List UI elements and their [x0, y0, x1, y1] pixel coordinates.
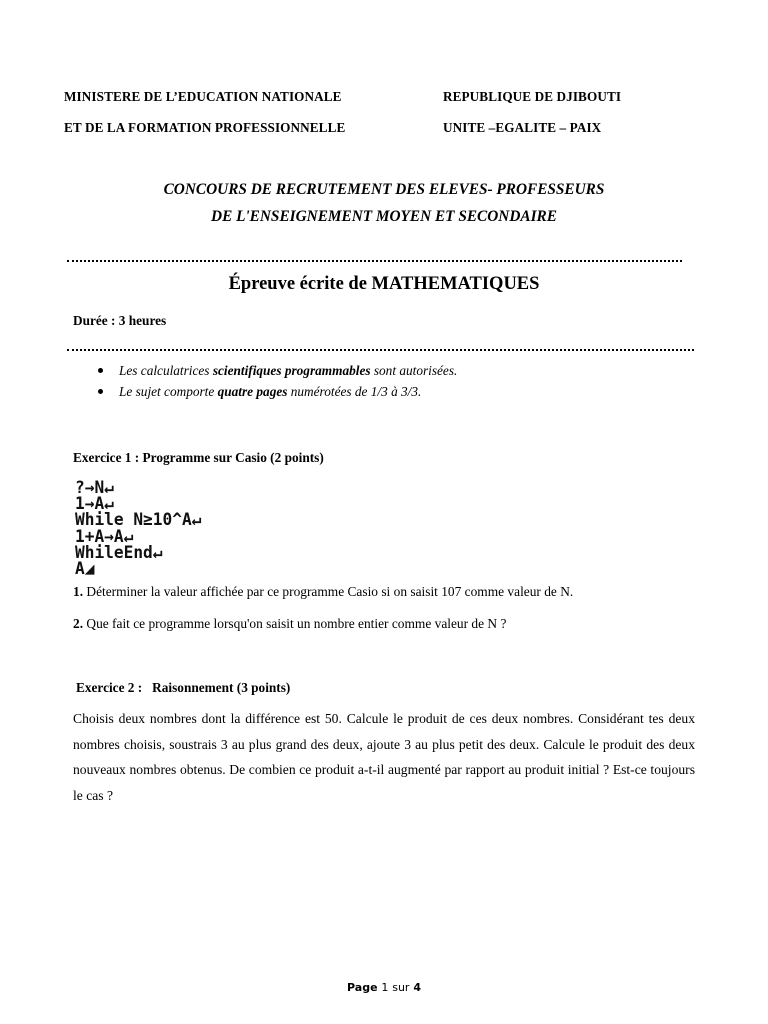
- ministry-line-1: MINISTERE DE L’EDUCATION NATIONALE: [64, 89, 342, 104]
- instruction-item: Les calculatrices scientifiques programmables sont autorisées.: [98, 360, 457, 381]
- program-line: WhileEnd↵: [75, 542, 163, 563]
- bullet-icon: [98, 389, 103, 394]
- dotted-separator-top: [67, 260, 682, 262]
- program-line: 1→A↵: [75, 494, 114, 515]
- page-footer: Page 1 sur 4: [347, 981, 421, 994]
- concours-title-line-1: CONCOURS DE RECRUTEMENT DES ELEVES- PROFESSEURS: [163, 181, 605, 198]
- concours-title-line-2: DE L'ENSEIGNEMENT MOYEN ET SECONDAIRE: [211, 208, 557, 225]
- exam-title: Épreuve écrite de MATHEMATIQUES: [228, 274, 540, 294]
- exam-duration: Durée : 3 heures: [73, 313, 167, 328]
- dotted-separator-bottom: [67, 349, 694, 351]
- country-motto: UNITE –EGALITE – PAIX: [443, 120, 602, 135]
- exercise-2-title: Exercice 2 : Raisonnement (3 points): [76, 680, 291, 695]
- bullet-icon: [98, 368, 103, 373]
- exercise-2-text: Choisis deux nombres dont la différence est 50. Calcule le produit de ces deux nombres. Considérant tes deux nombres choisis, soustrais 3 au plus grand des deux, ajoute 3 au plus petit des deux. Calcule le produit des deux nouveaux nombres obtenus. De combien ce produit a-t-il augmenté par rapport au produit initial ? Est-ce toujours le cas ?: [73, 711, 695, 804]
- country-name: REPUBLIQUE DE DJIBOUTI: [443, 89, 622, 104]
- instructions-list: [98, 360, 457, 402]
- exercise-1-title: Exercice 1 : Programme sur Casio (2 points): [73, 450, 324, 465]
- instruction-item: Le sujet comporte quatre pages numérotées de 1/3 à 3/3.: [98, 381, 457, 402]
- casio-program: [75, 478, 202, 580]
- exercise-1-question-1: 1. Déterminer la valeur affichée par ce programme Casio si on saisit 107 comme valeur de N.: [73, 584, 574, 599]
- program-line: A◢: [75, 559, 95, 580]
- program-line: ?→N↵: [75, 478, 114, 498]
- program-line: 1+A→A↵: [75, 526, 134, 547]
- program-line: While N≥10^A↵: [75, 510, 202, 531]
- exercise-1-question-2: 2. Que fait ce programme lorsqu'on saisit un nombre entier comme valeur de N ?: [73, 616, 507, 631]
- ministry-line-2: ET DE LA FORMATION PROFESSIONNELLE: [64, 120, 346, 135]
